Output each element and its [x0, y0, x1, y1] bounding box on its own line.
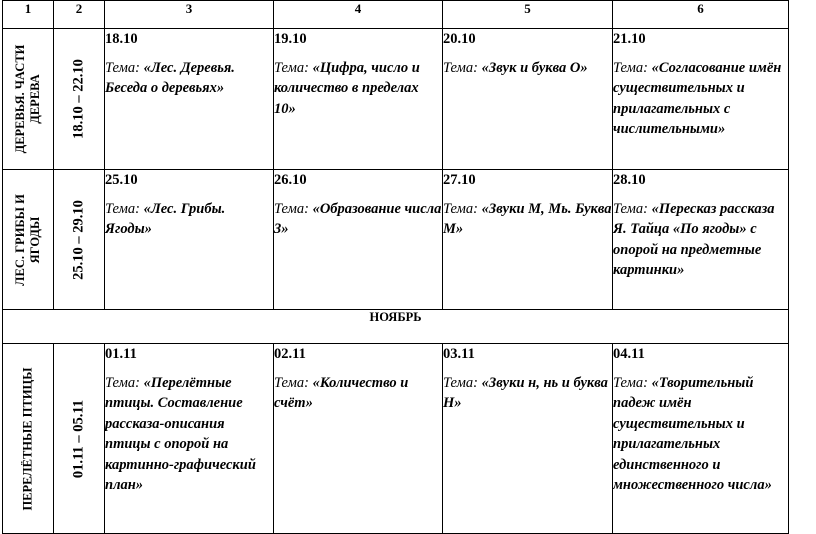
theme-prefix: Тема: [105, 59, 144, 76]
week-range: 18.10 – 22.10 [70, 59, 87, 139]
theme-prefix: Тема: [443, 59, 482, 76]
day-topic [443, 375, 608, 412]
theme-prefix: Тема: [274, 59, 313, 76]
theme-prefix: Тема: [613, 374, 652, 391]
day-cell [274, 344, 443, 534]
day-topic [105, 375, 256, 494]
column-number: 6 [613, 1, 789, 29]
day-cell [443, 170, 613, 310]
theme-prefix: Тема: [105, 200, 144, 217]
week-row [3, 170, 789, 310]
theme-cell [3, 29, 54, 170]
day-topic [613, 375, 772, 494]
day-date: 01.11 [105, 346, 137, 362]
day-cell [613, 170, 789, 310]
day-topic [274, 60, 420, 117]
header-row [3, 1, 789, 29]
theme-line: ПЕРЕЛЁТНЫЕ ПТИЦЫ [20, 366, 35, 511]
week-range: 25.10 – 29.10 [70, 199, 87, 280]
theme-line: ДЕРЕВЬЯ. ЧАСТИ [13, 44, 27, 154]
column-number: 2 [54, 1, 105, 29]
day-topic [443, 201, 612, 238]
day-date: 18.10 [105, 31, 138, 47]
day-cell [105, 170, 274, 310]
day-topic [274, 201, 441, 238]
schedule-table [2, 0, 789, 534]
day-topic [105, 201, 225, 238]
day-date: 25.10 [105, 172, 138, 188]
column-number: 1 [3, 1, 54, 29]
day-cell [443, 29, 613, 170]
day-cell [613, 344, 789, 534]
day-date: 19.10 [274, 31, 307, 47]
theme-prefix: Тема: [274, 374, 313, 391]
topic-text: «Цифра, число и количество в пределах 10» [274, 59, 420, 117]
column-number: 3 [105, 1, 274, 29]
day-date: 03.11 [443, 346, 475, 362]
day-date: 27.10 [443, 172, 476, 188]
day-date: 21.10 [613, 31, 646, 47]
theme-line: ДЕРЕВА [28, 74, 42, 124]
theme-prefix: Тема: [443, 200, 482, 217]
week-cell [54, 170, 105, 310]
topic-text: «Пересказ рассказа Я. Тайца «По ягоды» с опорой на предметные картинки» [613, 200, 775, 278]
theme-cell [3, 344, 54, 534]
month-label: НОЯБРЬ [3, 310, 789, 344]
month-row [3, 310, 789, 344]
column-number: 5 [443, 1, 613, 29]
topic-text: «Звук и буква О» [481, 59, 588, 76]
topic-text: «Творительный падеж имён существительных и прилагательных единственного и множественного числа» [613, 374, 772, 493]
topic-text: «Перелётные птицы. Составление рассказа-описания птицы с опорой на картинно-графический план» [105, 374, 256, 493]
day-topic [105, 60, 235, 97]
day-date: 04.11 [613, 346, 645, 362]
day-date: 28.10 [613, 172, 646, 188]
theme-prefix: Тема: [105, 374, 144, 391]
topic-text: «Согласование имён существительных и прилагательных с числительными» [613, 59, 782, 137]
week-row [3, 29, 789, 170]
day-topic [443, 60, 588, 76]
theme-line: ЛЕС. ГРИБЫ И [13, 193, 27, 286]
topic-text: «Лес. Грибы. Ягоды» [105, 200, 226, 237]
theme-cell [3, 170, 54, 310]
day-topic [613, 60, 781, 138]
day-topic [613, 201, 775, 279]
theme-prefix: Тема: [443, 374, 482, 391]
week-range: 01.11 – 05.11 [70, 399, 87, 478]
week-cell [54, 344, 105, 534]
theme-line: ЯГОДЫ [28, 216, 42, 263]
topic-text: «Количество и счёт» [274, 374, 409, 411]
theme-prefix: Тема: [613, 200, 652, 217]
day-date: 26.10 [274, 172, 307, 188]
day-date: 20.10 [443, 31, 476, 47]
topic-text: «Звуки н, нь и буква Н» [443, 374, 608, 411]
week-cell [54, 29, 105, 170]
day-date: 02.11 [274, 346, 306, 362]
theme-prefix: Тема: [613, 59, 652, 76]
column-number: 4 [274, 1, 443, 29]
day-cell [613, 29, 789, 170]
topic-text: «Звуки М, Мь. Буква М» [443, 200, 612, 237]
theme-prefix: Тема: [274, 200, 313, 217]
day-cell [274, 29, 443, 170]
week-row [3, 344, 789, 534]
day-cell [105, 344, 274, 534]
day-cell [274, 170, 443, 310]
day-cell [105, 29, 274, 170]
topic-text: «Лес. Деревья. Беседа о деревьях» [105, 59, 235, 96]
day-cell [443, 344, 613, 534]
day-topic [274, 375, 408, 412]
topic-text: «Образование числа 3» [274, 200, 442, 237]
